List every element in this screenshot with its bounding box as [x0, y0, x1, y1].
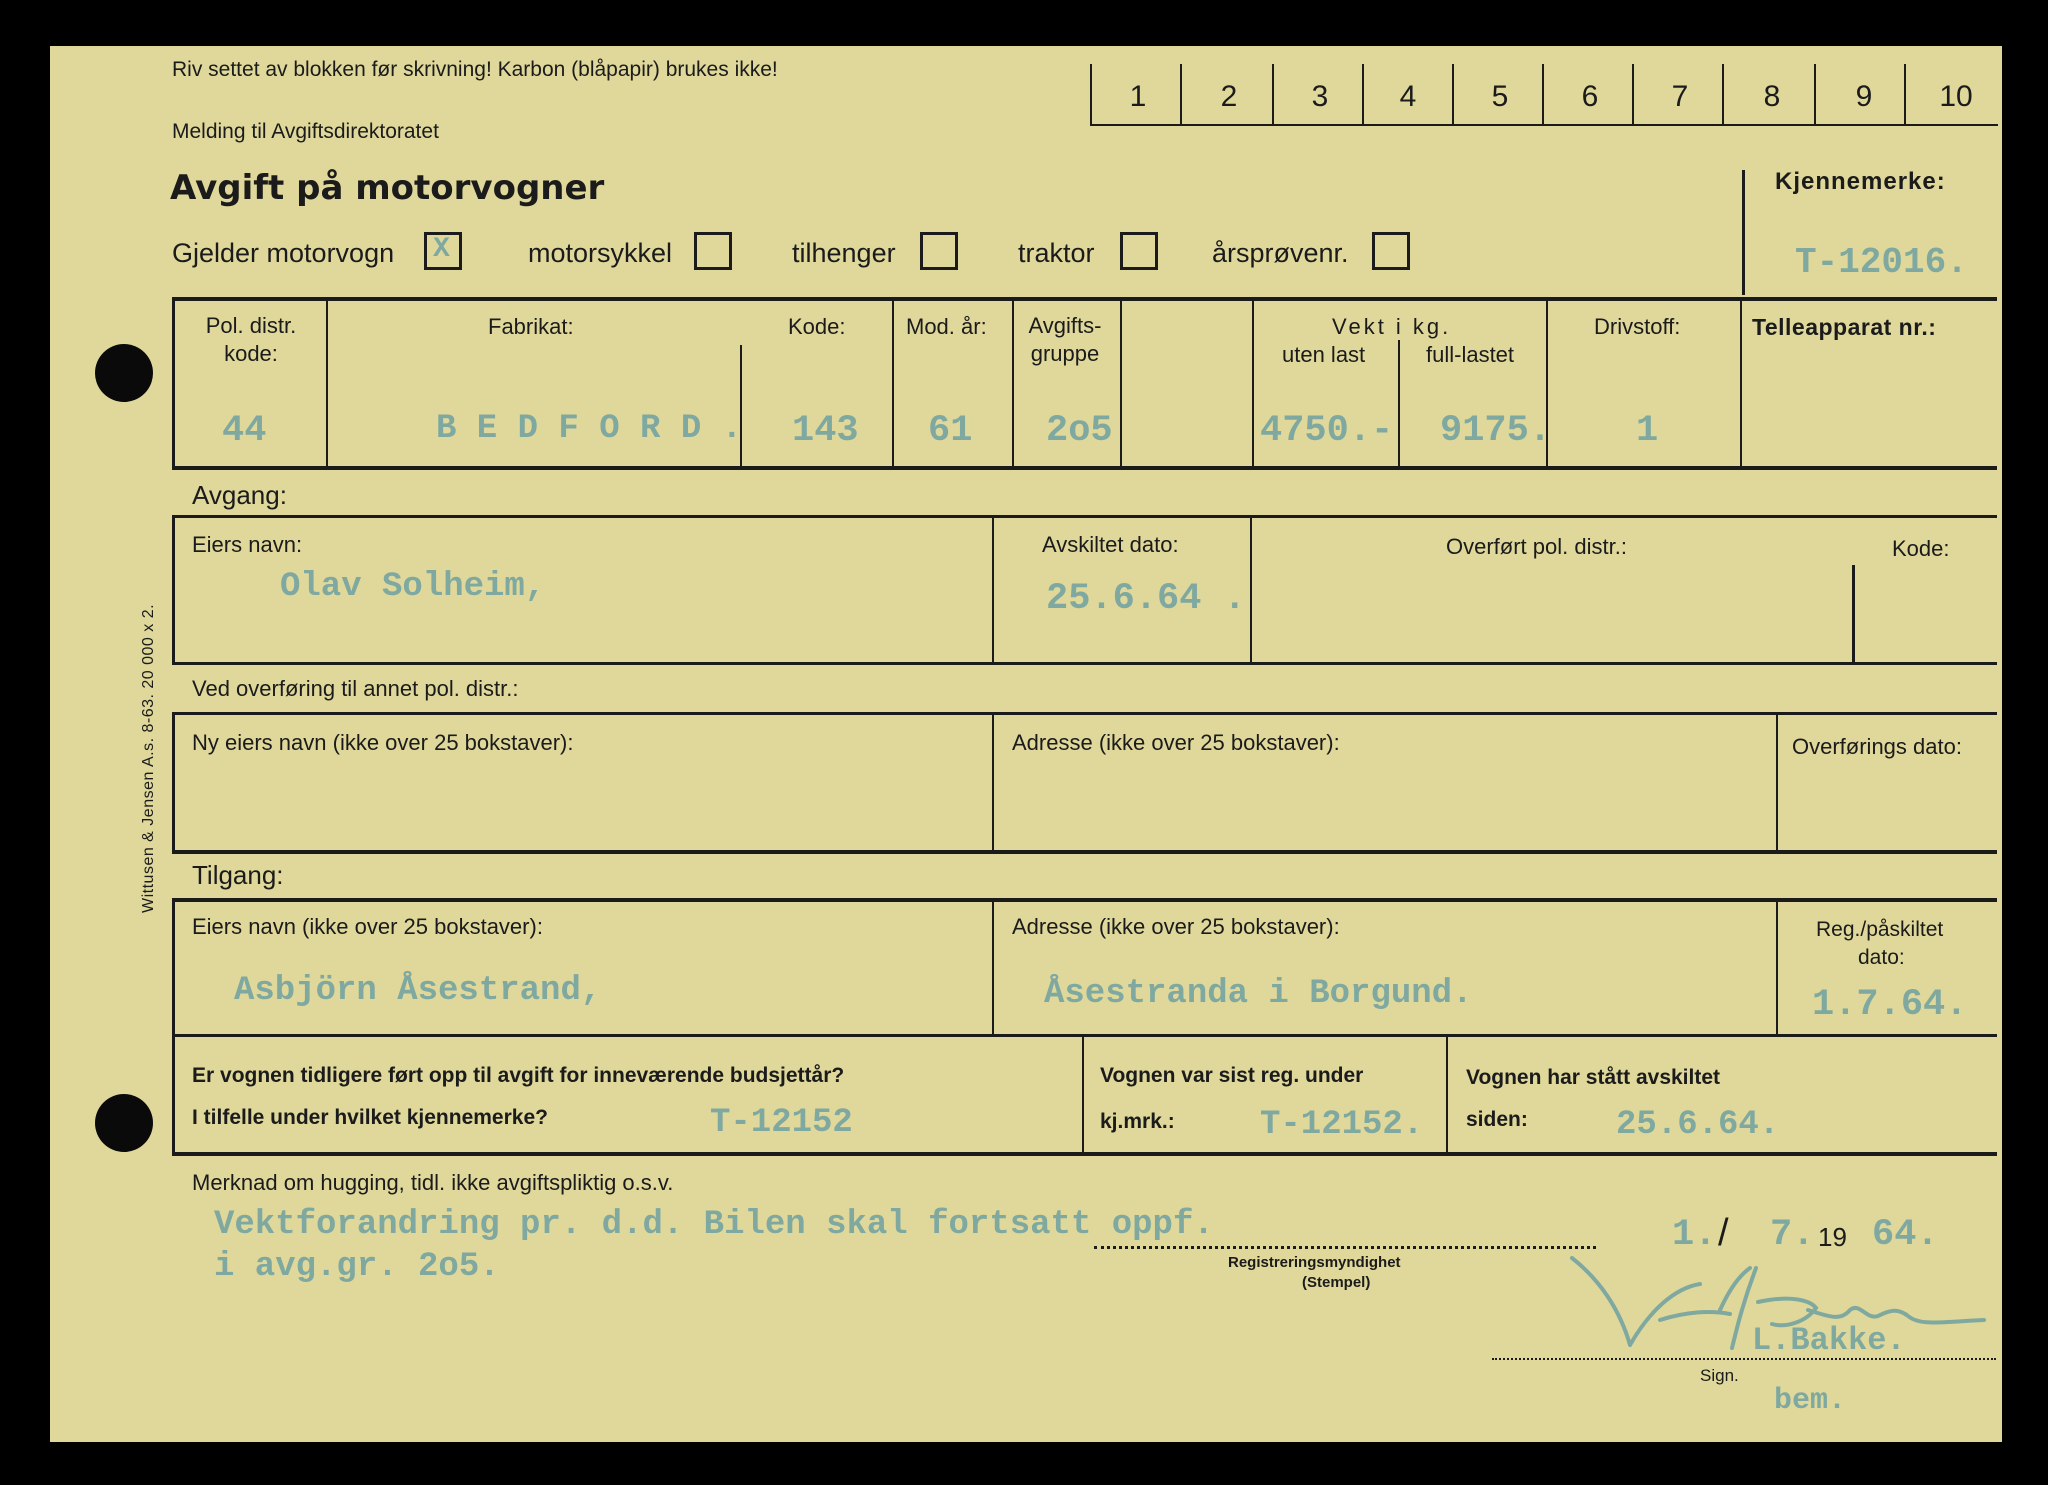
telleapparat-label: Telleapparat nr.:	[1752, 314, 1937, 340]
budget-bottom-rule	[172, 1152, 1997, 1156]
reg-dato-value: 1.7.64.	[1812, 984, 1968, 1026]
overforing-top-rule	[172, 712, 1997, 715]
strip-number: 8	[1763, 80, 1781, 113]
date-month: 7.	[1770, 1214, 1815, 1256]
strip-number: 7	[1671, 80, 1689, 113]
kode-value: 143	[792, 410, 859, 452]
overforing-left-border	[172, 712, 175, 852]
merknad-line-1: Vektforandring pr. d.d. Bilen skal fortsatt oppf.	[214, 1206, 1214, 1244]
sist-reg-label: Vognen var sist reg. under	[1100, 1064, 1364, 1087]
number-divider	[1180, 64, 1182, 124]
kjennemerke-divider	[1742, 170, 1745, 295]
full-lastet-value: 9175.	[1440, 410, 1552, 452]
motorvogn-check-mark: X	[433, 234, 450, 265]
avgang-eiers-navn-label: Eiers navn:	[192, 532, 303, 557]
tilhenger-checkbox[interactable]	[920, 232, 958, 270]
row1-divider	[1252, 300, 1254, 466]
avgang-bottom-rule	[172, 662, 1997, 665]
tilgang-label: Tilgang:	[192, 860, 284, 890]
kjmrk-value: T-12152.	[1260, 1106, 1424, 1144]
avskiltet-dato-label: Avskiltet dato:	[1042, 532, 1179, 557]
number-divider	[1090, 64, 1092, 124]
mod-ar-label: Mod. år:	[906, 314, 987, 339]
uten-last-value: 4750.-	[1260, 410, 1394, 452]
tilgang-divider	[1776, 902, 1778, 1034]
strip-number: 3	[1311, 80, 1329, 113]
strip-number: 4	[1399, 80, 1417, 113]
bem-text: bem.	[1774, 1384, 1847, 1418]
overforing-bottom-rule	[172, 850, 1997, 854]
vekt-label: Vekt i kg.	[1332, 314, 1452, 339]
number-divider	[1904, 64, 1906, 124]
overforing-divider	[1776, 715, 1778, 850]
row1-divider	[1012, 300, 1014, 466]
avgang-kode-divider	[1852, 565, 1855, 662]
drivstoff-value: 1	[1636, 410, 1659, 452]
kjmrk-label: kj.mrk.:	[1100, 1110, 1175, 1133]
kjennemerke-value: T-12016.	[1795, 242, 1968, 283]
avgiftsgruppe-value: 2o5	[1046, 410, 1113, 452]
overforing-label: Ved overføring til annet pol. distr.:	[192, 676, 519, 701]
strip-number: 1	[1129, 80, 1147, 113]
number-divider	[1814, 64, 1816, 124]
number-divider	[1542, 64, 1544, 124]
avgang-kode-label: Kode:	[1892, 536, 1950, 561]
kjennemerke-label: Kjennemerke:	[1775, 168, 1946, 195]
number-divider	[1362, 64, 1364, 124]
overforing-divider	[992, 715, 994, 850]
overforing-adresse-label: Adresse (ikke over 25 bokstaver):	[1012, 730, 1340, 755]
row1-divider	[892, 300, 894, 466]
sign-label: Sign.	[1700, 1366, 1739, 1385]
tilgang-adresse-label: Adresse (ikke over 25 bokstaver):	[1012, 914, 1340, 939]
row1-divider	[1398, 340, 1400, 466]
row1-divider	[1740, 300, 1742, 466]
signature-line	[1492, 1358, 1996, 1360]
gjelder-label: Gjelder motorvogn	[172, 238, 395, 268]
printer-imprint: Wittusen & Jensen A.s. 8-63. 20 000 x 2.	[140, 603, 157, 913]
merknad-line-2: i avg.gr. 2o5.	[214, 1248, 500, 1286]
avgang-divider	[992, 518, 994, 662]
arsprovenr-label: årsprøvenr.	[1212, 238, 1349, 268]
tilgang-top-rule	[172, 898, 1997, 902]
date-day: 1.	[1672, 1214, 1717, 1256]
avgiftsgruppe-label: Avgifts- gruppe	[1028, 313, 1102, 366]
budget-question-value: T-12152	[710, 1104, 853, 1142]
row1-bottom-rule	[172, 466, 1997, 470]
row1-divider	[1120, 300, 1122, 466]
budget-divider	[1082, 1036, 1084, 1152]
number-divider	[1632, 64, 1634, 124]
strip-number: 10	[1939, 80, 1973, 113]
avgang-left-border	[172, 515, 175, 665]
tilgang-left-border	[172, 898, 175, 1038]
overfort-pol-distr-label: Overført pol. distr.:	[1446, 534, 1627, 559]
tilgang-adresse-value: Åsestranda i Borgund.	[1044, 975, 1473, 1013]
strip-number: 5	[1491, 80, 1509, 113]
ny-eier-label: Ny eiers navn (ikke over 25 bokstaver):	[192, 730, 574, 755]
signature-name: L.Bakke.	[1752, 1322, 1906, 1359]
row1-top-rule	[172, 297, 1997, 301]
avgang-divider	[1250, 518, 1252, 662]
avskiltet-dato-value: 25.6.64 .	[1046, 578, 1246, 620]
avskiltet-siden-label: Vognen har stått avskiltet	[1466, 1066, 1721, 1089]
reg-paskiltet-label: Reg./påskiltet	[1816, 918, 1944, 941]
stamp-label-1: Registreringsmyndighet	[1228, 1254, 1401, 1271]
motorsykkel-checkbox[interactable]	[694, 232, 732, 270]
pol-distr-label: Pol. distr. kode:	[205, 313, 297, 366]
overforings-dato-label: Overførings dato:	[1792, 734, 1962, 759]
avgang-top-rule	[172, 515, 1997, 518]
tilgang-eiers-navn-value: Asbjörn Åsestrand,	[234, 972, 602, 1010]
form-subtitle: Melding til Avgiftsdirektoratet	[172, 120, 439, 143]
tilgang-divider	[992, 902, 994, 1034]
row1-divider	[326, 300, 328, 466]
siden-value: 25.6.64.	[1616, 1106, 1780, 1144]
row1-left-border	[172, 297, 175, 467]
punch-hole-top	[95, 344, 153, 402]
budget-left-border	[172, 1034, 175, 1154]
motorsykkel-label: motorsykkel	[528, 238, 673, 268]
number-divider	[1452, 64, 1454, 124]
mod-ar-value: 61	[928, 410, 973, 452]
number-divider	[1722, 64, 1724, 124]
reg-dato-label: dato:	[1858, 946, 1905, 969]
traktor-checkbox[interactable]	[1120, 232, 1158, 270]
number-strip-rule	[1090, 124, 1998, 126]
uten-last-label: uten last	[1282, 342, 1366, 367]
strip-number: 9	[1855, 80, 1873, 113]
stamp-line	[1094, 1246, 1596, 1249]
kode-label: Kode:	[788, 314, 846, 339]
avgang-label: Avgang:	[192, 480, 287, 510]
strip-number: 6	[1581, 80, 1599, 113]
pol-distr-value: 44	[222, 410, 267, 452]
tilgang-eiers-navn-label: Eiers navn (ikke over 25 bokstaver):	[192, 914, 543, 939]
instruction-text: Riv settet av blokken før skrivning! Karbon (blåpapir) brukes ikke!	[172, 58, 778, 81]
arsprovenr-checkbox[interactable]	[1372, 232, 1410, 270]
budget-question-2: I tilfelle under hvilket kjennemerke?	[192, 1106, 548, 1129]
budget-divider	[1446, 1036, 1448, 1152]
punch-hole-bottom	[95, 1094, 153, 1152]
drivstoff-label: Drivstoff:	[1594, 314, 1681, 339]
siden-label: siden:	[1466, 1108, 1528, 1131]
number-divider	[1272, 64, 1274, 124]
date-century: 19	[1818, 1222, 1847, 1252]
tilgang-bottom-rule	[172, 1034, 1997, 1037]
budget-question-1: Er vognen tidligere ført opp til avgift for inneværende budsjettår?	[192, 1064, 845, 1087]
tilhenger-label: tilhenger	[792, 238, 896, 268]
full-lastet-label: full-lastet	[1426, 342, 1515, 367]
avgang-eiers-navn-value: Olav Solheim,	[280, 568, 546, 606]
traktor-label: traktor	[1018, 238, 1095, 268]
stamp-label-2: (Stempel)	[1302, 1274, 1371, 1291]
fabrikat-value: B E D F O R D .	[436, 410, 743, 448]
strip-number: 2	[1220, 80, 1238, 113]
date-year: 64.	[1872, 1214, 1939, 1256]
form-title: Avgift på motorvogner	[170, 168, 605, 208]
fabrikat-label: Fabrikat:	[488, 314, 574, 339]
merknad-label: Merknad om hugging, tidl. ikke avgiftspliktig o.s.v.	[192, 1170, 674, 1195]
date-slash: /	[1718, 1212, 1729, 1254]
